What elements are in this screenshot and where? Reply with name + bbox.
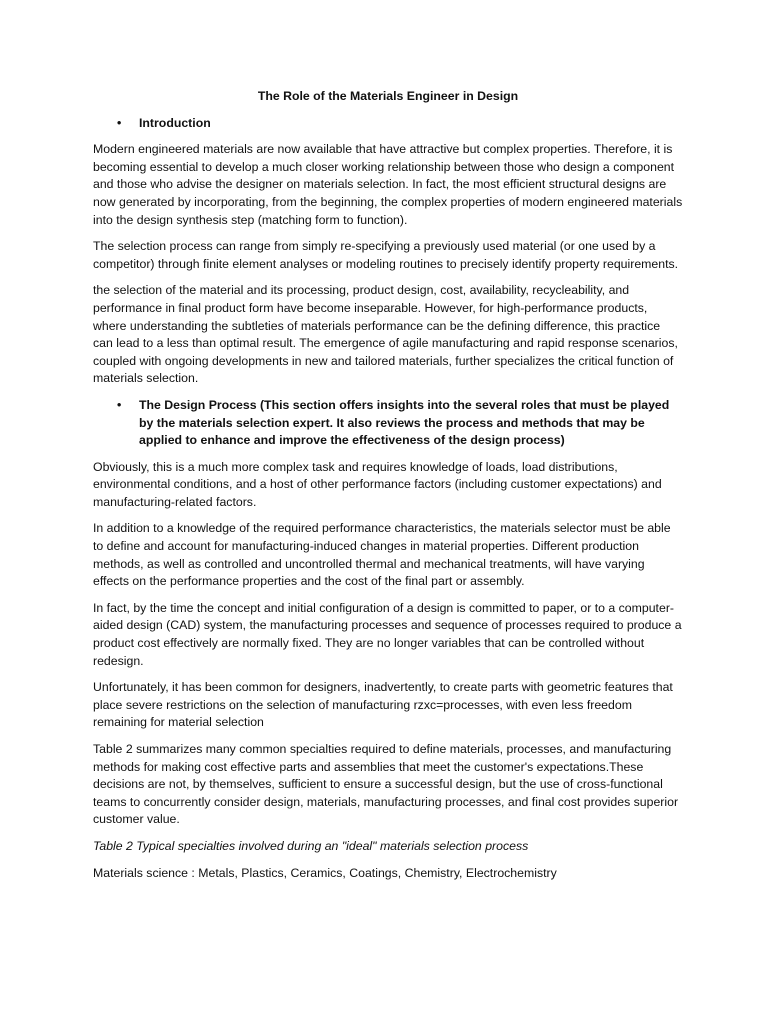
paragraph: In addition to a knowledge of the required performance characteristics, the materials selector must be able to define and account for manufacturing-induced changes in material properties. Different production methods, as well as controlled and uncontrolled thermal and mechanical treatments, will have varying effects on the performance properties and the cost of the final part or assembly. xyxy=(93,521,671,589)
section-heading-design-process xyxy=(93,397,683,450)
section-heading-introduction xyxy=(93,115,683,133)
bullet-icon: • xyxy=(117,115,122,130)
paragraph: The selection process can range from simply re-specifying a previously used material (or one used by a competitor) through finite element analyses or modeling routines to precisely identify property requirements. xyxy=(93,239,679,271)
section-heading-label: The Design Process (This section offers insights into the several roles that must be played by the materials selection expert. It also reviews the process and methods that may be applied to enhance and improve the effectiveness of the design process) xyxy=(139,397,670,448)
paragraph: In fact, by the time the concept and initial configuration of a design is committed to paper, or to a computer-aided design (CAD) system, the manufacturing processes and sequence of processes required to produce a product cost effectively are normally fixed. They are no longer variables that can be controlled without redesign. xyxy=(93,600,682,668)
document-page xyxy=(93,88,683,882)
paragraph: Unfortunately, it has been common for designers, inadvertently, to create parts with geometric features that place severe restrictions on the selection of manufacturing rzxc=processes, with even less freedom remaining for material selection xyxy=(93,680,673,730)
paragraph: Table 2 summarizes many common specialties required to define materials, processes, and manufacturing methods for making cost effective parts and assemblies that meet the customer's expectations.These decisions are not, by themselves, sufficient to ensure a successful design, but the use of cross-functional teams to concurrently consider design, materials, manufacturing processes, and final cost provides superior customer value. xyxy=(93,742,679,827)
paragraph: Obviously, this is a much more complex task and requires knowledge of loads, load distributions, environmental conditions, and a host of other performance factors (including customer expectations) and manufacturing-related factors. xyxy=(93,459,662,509)
bullet-icon: • xyxy=(117,397,122,412)
document-title: The Role of the Materials Engineer in Design xyxy=(257,89,519,103)
section-heading-label: Introduction xyxy=(139,115,211,130)
paragraph: Modern engineered materials are now available that have attractive but complex properties. Therefore, it is becoming essential to develop a much closer working relationship between those who design a component and those who advise the designer on materials selection. In fact, the most efficient structural designs are now generated by incorporating, from the beginning, the complex properties of modern engineered materials into the design synthesis step (matching form to function). xyxy=(93,142,683,227)
table-caption: Table 2 Typical specialties involved during an "ideal" materials selection process xyxy=(93,838,529,853)
paragraph: the selection of the material and its processing, product design, cost, availability, recycleability, and performance in final product form have become inseparable. However, for high-performance products, where understanding the subtleties of materials performance can be the defining difference, this practice can lead to a less than optimal result. The emergence of agile manufacturing and rapid response scenarios, coupled with ongoing developments in new and tailored materials, further specializes the critical function of materials selection. xyxy=(93,283,678,386)
table-row: Materials science : Metals, Plastics, Ceramics, Coatings, Chemistry, Electrochemistry xyxy=(93,865,557,880)
